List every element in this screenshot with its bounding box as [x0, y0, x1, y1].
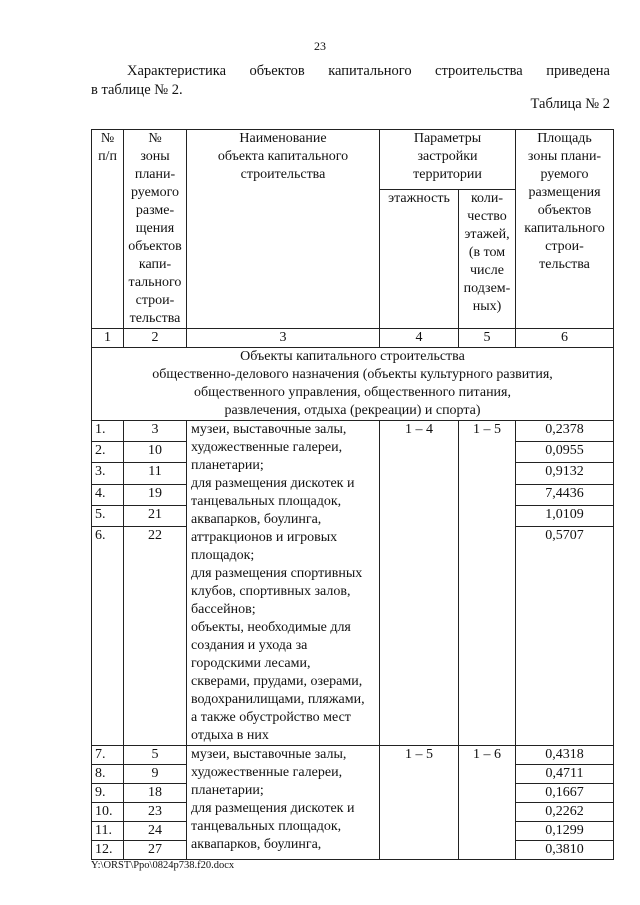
column-numbers-row	[92, 329, 614, 348]
header-area: Площадь зоны плани- руемого размещения объектов капитального строи- тельства	[516, 130, 614, 329]
header-zone: № зоны плани- руемого разме- щения объектов капи- тального строи- тельства	[124, 130, 187, 329]
object-description: музеи, выставочные залы, художественные галереи, планетарии; для размещения дискотек и танцевальных площадок, аквапарков, боулинга,	[187, 746, 380, 860]
area-value: 1,0109	[516, 505, 614, 526]
floors-value: 1 – 5	[380, 746, 459, 860]
table-row	[92, 746, 614, 765]
section-title: Объекты капитального строительства общественно-делового назначения (объекты культурного развития, общественного управления, общественного питания, развлечения, отдыха (рекреации) и спорта)	[92, 348, 614, 421]
header-parameters: Параметры застройки территории	[380, 130, 516, 190]
zone-number: 18	[124, 784, 187, 803]
intro-line-2: в таблице № 2.	[91, 82, 183, 98]
intro-paragraph	[91, 62, 610, 100]
zone-number: 5	[124, 746, 187, 765]
zone-number: 21	[124, 505, 187, 526]
column-number: 1	[92, 329, 124, 348]
column-number: 4	[380, 329, 459, 348]
object-description: музеи, выставочные залы, художественные галереи, планетарии; для размещения дискотек и танцевальных площадок, аквапарков, боулинга, аттракционов и игровых площадок; для размещения спортивных клубов, спортивных залов, бассейнов; объекты, необходимые для создания и ухода за городскими лесами, скверами, прудами, озерами, водохранилищами, пляжами, а также обустройство мест отдыха в них	[187, 421, 380, 746]
zone-number: 3	[124, 421, 187, 442]
floor-count-value: 1 – 6	[459, 746, 516, 860]
intro-line-1: Характеристика объектов капитального строительства приведена	[127, 63, 610, 79]
area-value: 0,1667	[516, 784, 614, 803]
row-number: 4.	[92, 484, 124, 505]
area-value: 0,4711	[516, 765, 614, 784]
zone-number: 11	[124, 463, 187, 484]
header-number: № п/п	[92, 130, 124, 329]
floor-count-value: 1 – 5	[459, 421, 516, 746]
table-caption: Таблица № 2	[530, 96, 610, 112]
row-number: 10.	[92, 803, 124, 822]
row-number: 8.	[92, 765, 124, 784]
area-value: 7,4436	[516, 484, 614, 505]
column-number: 6	[516, 329, 614, 348]
row-number: 3.	[92, 463, 124, 484]
column-number: 3	[187, 329, 380, 348]
area-value: 0,2262	[516, 803, 614, 822]
area-value: 0,1299	[516, 822, 614, 841]
header-floor-count: коли- чество этажей, (в том числе подзем- ных)	[459, 190, 516, 329]
area-value: 0,4318	[516, 746, 614, 765]
footer-file-path: Y:\ORST\Ppo\0824p738.f20.docx	[91, 860, 235, 871]
zone-number: 27	[124, 841, 187, 860]
page-number: 23	[314, 39, 326, 53]
header-row	[92, 130, 614, 190]
zone-number: 10	[124, 442, 187, 463]
area-value: 0,0955	[516, 442, 614, 463]
table-row	[92, 421, 614, 442]
floors-value: 1 – 4	[380, 421, 459, 746]
row-number: 1.	[92, 421, 124, 442]
row-number: 9.	[92, 784, 124, 803]
row-number: 11.	[92, 822, 124, 841]
row-number: 7.	[92, 746, 124, 765]
header-object-name: Наименование объекта капитального строительства	[187, 130, 380, 329]
section-title-row	[92, 348, 614, 421]
area-value: 0,9132	[516, 463, 614, 484]
row-number: 12.	[92, 841, 124, 860]
zone-number: 22	[124, 527, 187, 746]
row-number: 2.	[92, 442, 124, 463]
zone-number: 23	[124, 803, 187, 822]
area-value: 0,2378	[516, 421, 614, 442]
row-number: 5.	[92, 505, 124, 526]
objects-table	[91, 129, 614, 860]
zone-number: 19	[124, 484, 187, 505]
area-value: 0,3810	[516, 841, 614, 860]
header-floors: этажность	[380, 190, 459, 329]
column-number: 2	[124, 329, 187, 348]
zone-number: 9	[124, 765, 187, 784]
column-number: 5	[459, 329, 516, 348]
row-number: 6.	[92, 527, 124, 746]
zone-number: 24	[124, 822, 187, 841]
objects-table-body	[92, 130, 614, 860]
area-value: 0,5707	[516, 527, 614, 746]
